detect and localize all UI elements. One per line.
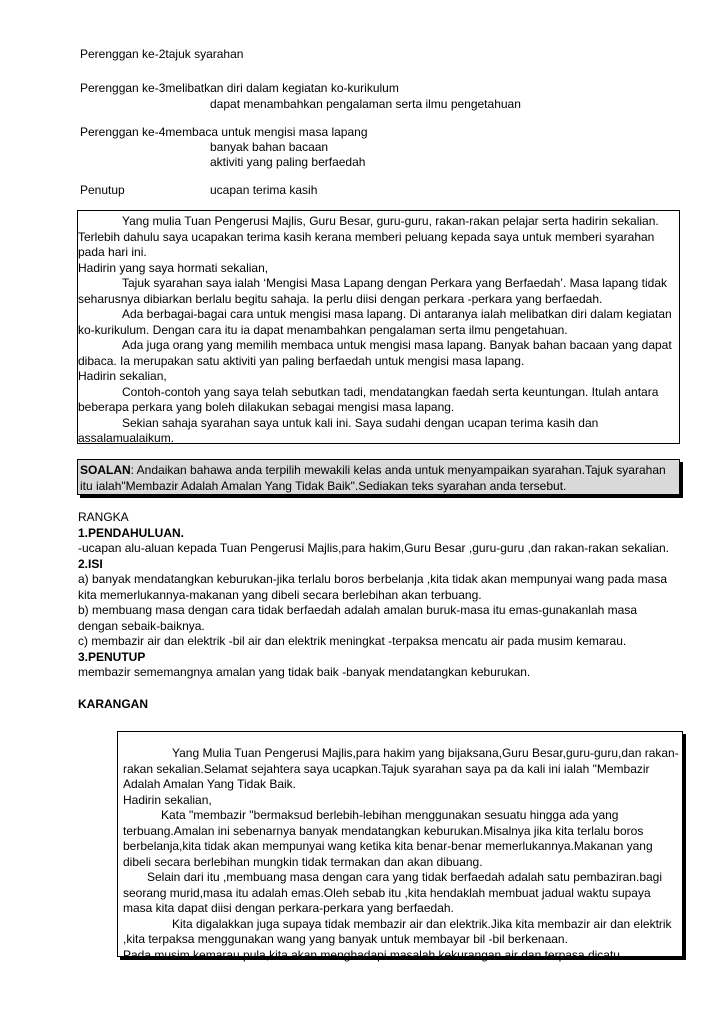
speech-paragraph: Sekian sahaja syarahan saya untuk kali ini. Saya sudahi dengan ucapan terima kasih dan assalamualaikum. xyxy=(78,415,599,445)
section-title: 1.PENDAHULUAN. xyxy=(78,525,185,540)
section-text: c) membazir air dan elektrik -bil air dan elektrik meningkat -terpaksa mencatu air pada musim kemarau. xyxy=(78,634,627,648)
speech-paragraph: Tajuk syarahan saya ialah ‘Mengisi Masa Lapang dengan Perkara yang Berfaedah’. Masa lapang tidak seharusnya dibiarkan berlalu begitu sahaja. Ia perlu diisi dengan perkara -perkara yang berfaedah. xyxy=(78,276,668,306)
speech-paragraph: Ada berbagai-bagai cara untuk mengisi masa lapang. Di antaranya ialah melibatkan diri dalam kegiatan ko-kurikulum. Dengan cara itu ia dapat menambahkan pengalaman serta ilmu pengetahuan. xyxy=(78,307,672,337)
section-text: membazir sememangnya amalan yang tidak baik -banyak mendatangkan keburukan. xyxy=(78,665,531,679)
speech-paragraph: Contoh-contoh yang saya telah sebutkan tadi, mendatangkan faedah serta keuntungan. Itulah antara beberapa perkara yang boleh dilakukan sebagai mengisi masa lapang. xyxy=(78,384,659,414)
section-text: a) banyak mendatangkan keburukan-jika terlalu boros berbelanja ,kita tidak akan mempunyai wang pada masa kita memerlukannya-makanan yang dibeli secara berlebihan akan terbuang. xyxy=(78,572,668,602)
outline-row-penutup xyxy=(80,183,125,199)
outline-subpoint: aktiviti yang paling berfaedah xyxy=(210,155,366,169)
outline-row-4 xyxy=(80,125,368,141)
speech-paragraph: Yang mulia Tuan Pengerusi Majlis, Guru Besar, guru-guru, rakan-rakan pelajar serta hadirin sekalian. Terlebih dahulu saya ucapakan terima kasih kerana memberi peluang kepada saya untuk memberi syarahan pada hari ini. xyxy=(78,214,659,259)
essay-paragraph: Yang Mulia Tuan Pengerusi Majlis,para hakim yang bijaksana,Guru Besar,guru-guru,dan rakan-rakan sekalian.Selamat sejahtera saya ucapkan.Tajuk syarahan saya pa da kali ini ialah "Membazir Adalah Amalan Yang Tidak Baik. xyxy=(123,746,679,791)
sample-speech-box xyxy=(77,210,680,444)
section-text: b) membuang masa dengan cara tidak berfaedah adalah amalan buruk-masa itu emas-gunakanlah masa dengan sebaik-baiknya. xyxy=(78,603,638,633)
section-title: 2.ISI xyxy=(78,556,103,571)
question-text: : Andaikan bahawa anda terpilih mewakili kelas anda untuk menyampaikan syarahan.Tajuk syarahan itu ialah"Membazir Adalah Amalan Yang Tidak Baik".Sediakan teks syarahan anda tersebut. xyxy=(80,463,666,493)
section-text: -ucapan alu-aluan kepada Tuan Pengerusi Majlis,para hakim,Guru Besar ,guru-guru ,dan rakan-rakan sekalian. xyxy=(78,541,670,555)
essay-box xyxy=(117,731,683,962)
outline-text: Perenggan ke-3melibatkan diri dalam kegiatan ko-kurikulum xyxy=(80,81,399,95)
section-title: 3.PENUTUP xyxy=(78,649,146,664)
outline-subpoint: dapat menambahkan pengalaman serta ilmu pengetahuan xyxy=(210,97,521,111)
question-label: SOALAN xyxy=(80,463,131,477)
outline-text: Penutup xyxy=(80,183,125,197)
outline-text: Perenggan ke-2tajuk syarahan xyxy=(80,47,244,61)
karangan-heading: KARANGAN xyxy=(78,697,148,711)
speech-paragraph: Hadirin sekalian, xyxy=(78,369,167,383)
outline-row-3 xyxy=(80,81,399,97)
essay-paragraph: Pada musim kemarau pula,kita akan menghadapi masalah kekurangan air dan terpasa dicatu. xyxy=(123,947,624,962)
outline-section xyxy=(78,510,678,681)
essay-paragraph: Selain dari itu ,membuang masa dengan cara yang tidak berfaedah adalah satu pembaziran.bagi seorang murid,masa itu adalah emas.Oleh sebab itu ,kita hendaklah membuat jadual waktu supaya masa kita dapat diisi dengan perkara-perkara yang berfaedah. xyxy=(123,870,663,915)
rangka-heading: RANGKA xyxy=(78,510,129,524)
outline-subpoint: banyak bahan bacaan xyxy=(210,140,329,154)
outline-row-2 xyxy=(80,47,243,63)
essay-paragraph: Hadirin sekalian, xyxy=(123,792,212,807)
outline-text: Perenggan ke-4membaca untuk mengisi masa lapang xyxy=(80,125,368,139)
speech-paragraph: Ada juga orang yang memilih membaca untuk mengisi masa lapang. Banyak bahan bacaan yang dapat dibaca. Ia merupakan satu aktiviti yan paling berfaedah untuk mengisi masa lapang. xyxy=(78,338,672,368)
speech-paragraph: Hadirin yang saya hormati sekalian, xyxy=(78,260,269,275)
question-box xyxy=(77,459,680,495)
outline-subpoint: ucapan terima kasih xyxy=(210,183,318,197)
essay-paragraph: Kata "membazir "bermaksud berlebih-lebihan menggunakan sesuatu hingga ada yang terbuang.Amalan ini sebenarnya banyak mendatangkan keburukan.Misalnya jika kita terlalu boros berbelanja,kita tidak akan mempunyai wang ketika kita benar-benar memerlukannya.Makanan yang dibeli secara berlebihan mungkin tidak termakan dan akan dibuang. xyxy=(123,808,653,869)
essay-paragraph: Kita digalakkan juga supaya tidak membazir air dan elektrik.Jika kita membazir air dan elektrik ,kita terpaksa menggunakan wang yang banyak untuk membayar bil -bil berkenaan. xyxy=(123,916,672,946)
